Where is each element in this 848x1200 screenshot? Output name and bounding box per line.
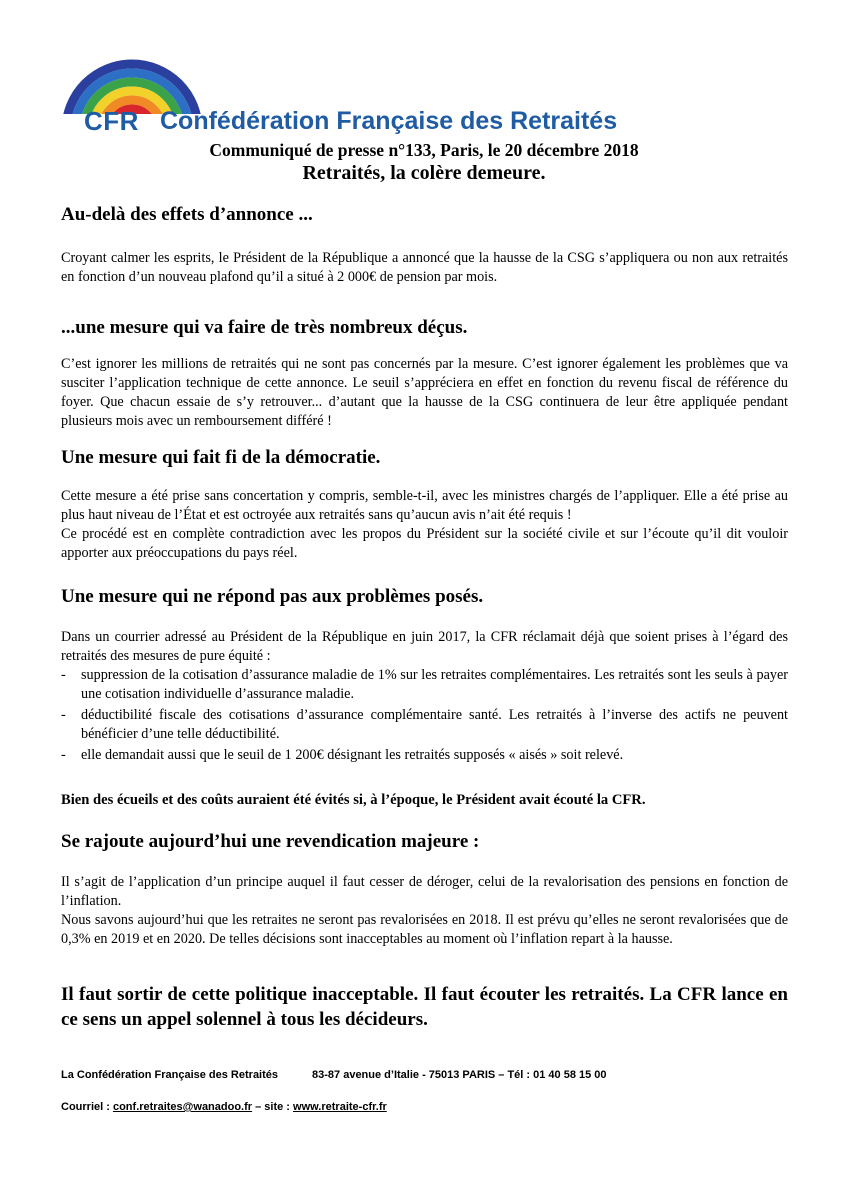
- website-link[interactable]: www.retraite-cfr.fr: [293, 1101, 387, 1113]
- demands-list: [61, 666, 788, 765]
- section-democracy-body: [61, 487, 788, 563]
- section-demand-body: [61, 873, 788, 949]
- paragraph: Croyant calmer les esprits, le Président de la République a annoncé que la hausse de la CSG s’appliquera ou non aux retraités en fonction d’un nouveau plafond qu’il a situé à 2 000€ de pension par mois.: [61, 250, 788, 285]
- footer-address: 83-87 avenue d’Italie - 75013 PARIS – Tél : 01 40 58 15 00: [312, 1069, 607, 1081]
- final-call: Il faut sortir de cette politique inacceptable. Il faut écouter les retraités. La CFR lance en ce sens un appel solennel à tous les décideurs.: [61, 984, 788, 1030]
- emphasis-line: Bien des écueils et des coûts auraient été évités si, à l’époque, le Président avait écouté la CFR.: [61, 792, 646, 808]
- footer-contact-line: [61, 1101, 387, 1113]
- paragraph: Il s’agit de l’application d’un principe auquel il faut cesser de déroger, celui de la revalorisation des pensions en fonction de l’inflation.: [61, 874, 788, 909]
- section-announcement-body: [61, 249, 788, 287]
- footer-address-line: [61, 1069, 607, 1081]
- site-label: – site :: [255, 1101, 290, 1113]
- section-problems-body: [61, 628, 788, 767]
- final-call-block: [61, 982, 788, 1032]
- email-link[interactable]: conf.retraites@wanadoo.fr: [112, 1101, 253, 1113]
- section-heading: ...une mesure qui va faire de très nombreux déçus.: [61, 317, 468, 338]
- list-item: - elle demandait aussi que le seuil de 1 200€ désignant les retraités supposés « aisés » soit relevé.: [61, 746, 788, 765]
- email-label: Courriel :: [61, 1101, 110, 1113]
- emphasis-line-block: [61, 790, 788, 810]
- section-heading: Se rajoute aujourd’hui une revendication majeure :: [61, 831, 480, 852]
- section-disappointment-body: [61, 355, 788, 431]
- section-disappointment: [61, 316, 788, 340]
- paragraph: Dans un courrier adressé au Président de la République en juin 2017, la CFR réclamait déjà que soient prises à l’égard des retraités des mesures de pure équité :: [61, 629, 788, 664]
- section-heading: Une mesure qui ne répond pas aux problèmes posés.: [61, 586, 484, 607]
- cfr-acronym: CFR: [84, 106, 139, 136]
- press-release-reference: Communiqué de presse n°133, Paris, le 20 décembre 2018: [209, 140, 639, 160]
- paragraph: Nous savons aujourd’hui que les retraites ne seront pas revalorisées en 2018. Il est prévu qu’elles ne seront revalorisées que de 0,3% en 2019 et en 2020. De telles décisions sont inacceptables au moment où l’inflation repart à la hausse.: [61, 912, 788, 947]
- paragraph: Cette mesure a été prise sans concertation y compris, semble-t-il, avec les ministres chargés de l’appliquer. Elle a été prise au plus haut niveau de l’État et est octroyée aux retraités sans qu’aucun avis n’ait été requis !: [61, 488, 788, 523]
- paragraph: Ce procédé est en complète contradiction avec les propos du Président sur la société civile et sur l’écoute qu’il dit vouloir apporter aux préoccupations du pays réel.: [61, 526, 788, 561]
- footer-organization: La Confédération Française des Retraités: [61, 1069, 279, 1081]
- section-heading: Une mesure qui fait fi de la démocratie.: [61, 447, 381, 468]
- list-item: - déductibilité fiscale des cotisations d’assurance complémentaire santé. Les retraités à l’inverse des actifs ne peuvent bénéficier d’une telle déductibilité.: [61, 706, 788, 744]
- list-item: - suppression de la cotisation d’assurance maladie de 1% sur les retraites complémentaires. Les retraités sont les seuls à payer une cotisation individuelle d’assurance maladie.: [61, 666, 788, 704]
- paragraph: C’est ignorer les millions de retraités qui ne sont pas concernés par la mesure. C’est ignorer également les problèmes que va susciter l’application technique de cette annonce. Le seuil s’appréciera en effet en fonction du revenu fiscal de référence du foyer. Que chacun essaie de s’y retrouver... d’autant que la hausse de la CSG continuera de leur être appliquée pendant plusieurs mois avec un remboursement différé !: [61, 356, 788, 429]
- section-announcement: [61, 203, 788, 227]
- section-democracy: [61, 446, 788, 470]
- section-heading: Au-delà des effets d’annonce ...: [61, 204, 313, 225]
- section-problems: [61, 585, 788, 609]
- page-title: Retraités, la colère demeure.: [302, 162, 546, 184]
- section-demand: [61, 830, 788, 854]
- organization-name: Confédération Française des Retraités: [160, 107, 618, 135]
